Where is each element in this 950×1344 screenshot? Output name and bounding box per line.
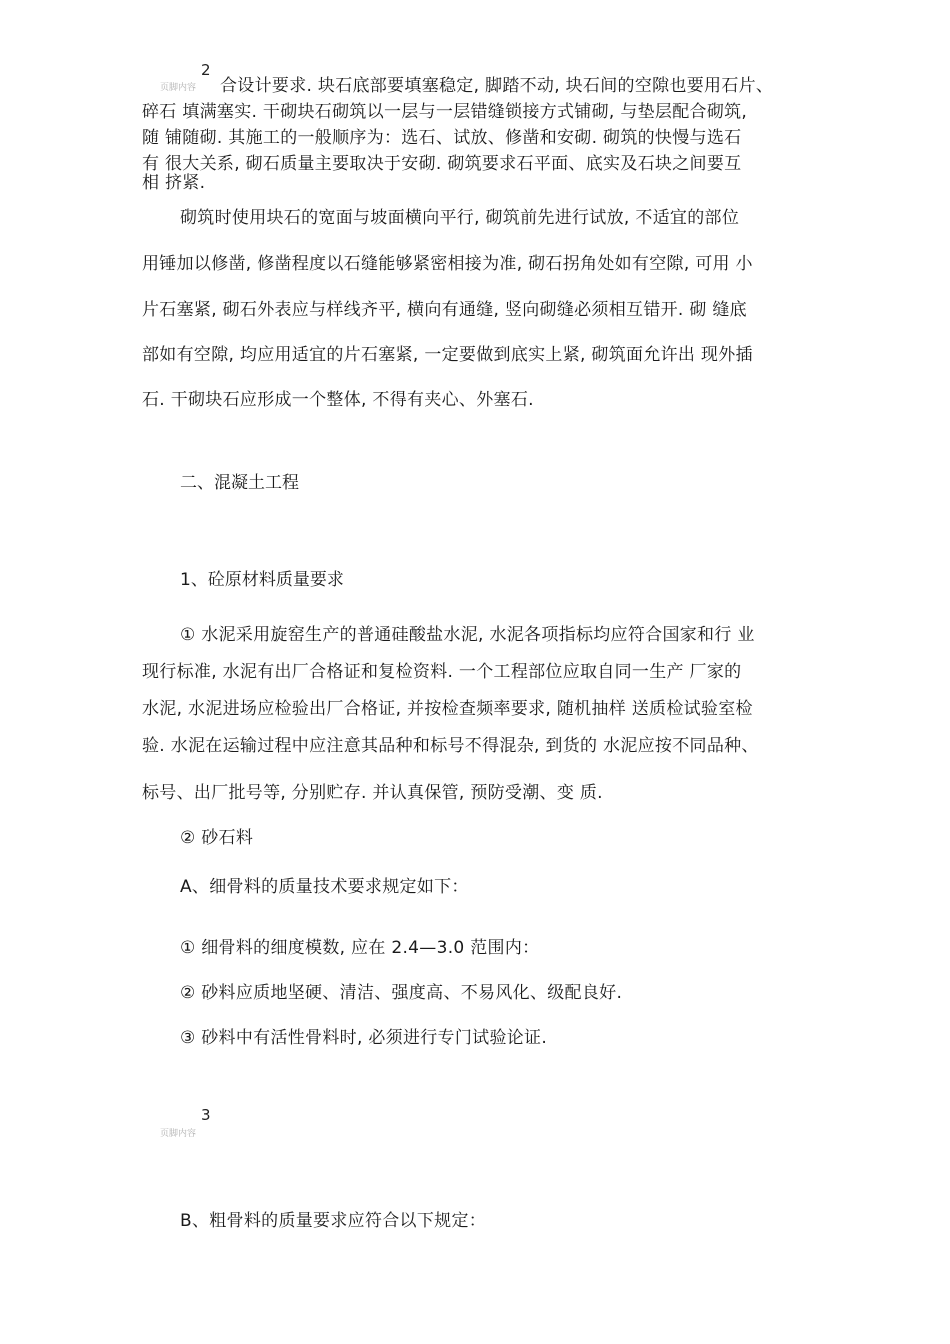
footer-label: 页脚内容: [160, 1129, 197, 1139]
text-line: 片石塞紧, 砌石外表应与样线齐平, 横向有通缝, 竖向砌缝必须相互错开. 砌 缝底: [142, 300, 747, 320]
text-line: 现行标准, 水泥有出厂合格证和复检资料. 一个工程部位应取自同一生产 厂家的: [142, 662, 742, 682]
text-line: 碎石 填满塞实. 干砌块石砌筑以一层与一层错缝锁接方式铺砌, 与垫层配合砌筑,: [142, 102, 748, 122]
list-item: ① 细骨料的细度模数, 应在 2.4—3.0 范围内：: [180, 938, 540, 958]
text-line: 石. 干砌块石应形成一个整体, 不得有夹心、外塞石.: [142, 390, 534, 410]
list-item: ② 砂料应质地坚硬、清洁、强度高、不易风化、级配良好.: [180, 983, 623, 1003]
text-line: 验. 水泥在运输过程中应注意其品种和标号不得混杂, 到货的 水泥应按不同品种、: [142, 736, 759, 756]
text-line: 有 很大关系, 砌石质量主要取决于安砌. 砌筑要求石平面、底实及石块之间要互: [142, 154, 742, 174]
list-heading-coarse-aggregate: B、粗骨料的质量要求应符合以下规定：: [180, 1211, 487, 1231]
text-line: 用锤加以修凿, 修凿程度以石缝能够紧密相接为准, 砌石拐角处如有空隙, 可用 小: [142, 254, 753, 274]
text-line: 合设计要求. 块石底部要填塞稳定, 脚踏不动, 块石间的空隙也要用石片、: [220, 76, 774, 96]
text-line: 标号、出厂批号等, 分别贮存. 并认真保管, 预防受潮、变 质.: [142, 783, 603, 803]
footer-label: 页脚内容: [160, 83, 197, 93]
text-line: ① 水泥采用旋窑生产的普通硅酸盐水泥, 水泥各项指标均应符合国家和行 业: [180, 625, 755, 645]
subsection-heading: 1、砼原材料质量要求: [180, 570, 344, 590]
text-line: 部如有空隙, 均应用适宜的片石塞紧, 一定要做到底实上紧, 砌筑面允许出 现外插: [142, 345, 753, 365]
list-item: ③ 砂料中有活性骨料时, 必须进行专门试验论证.: [180, 1028, 548, 1048]
text-line: 相 挤紧.: [142, 173, 206, 193]
section-heading: 二、混凝土工程: [180, 473, 299, 493]
text-line: 砌筑时使用块石的宽面与坡面横向平行, 砌筑前先进行试放, 不适宜的部位: [180, 208, 740, 228]
list-heading-sand-stone: ② 砂石料: [180, 828, 254, 848]
text-line: 水泥, 水泥进场应检验出厂合格证, 并按检查频率要求, 随机抽样 送质检试验室检: [142, 699, 753, 719]
page-number: 2: [201, 61, 211, 79]
text-line: 随 铺随砌. 其施工的一般顺序为：选石、试放、修凿和安砌. 砌筑的快慢与选石: [142, 128, 742, 148]
list-heading-fine-aggregate: A、细骨料的质量技术要求规定如下：: [180, 877, 469, 897]
page-number: 3: [201, 1106, 211, 1124]
